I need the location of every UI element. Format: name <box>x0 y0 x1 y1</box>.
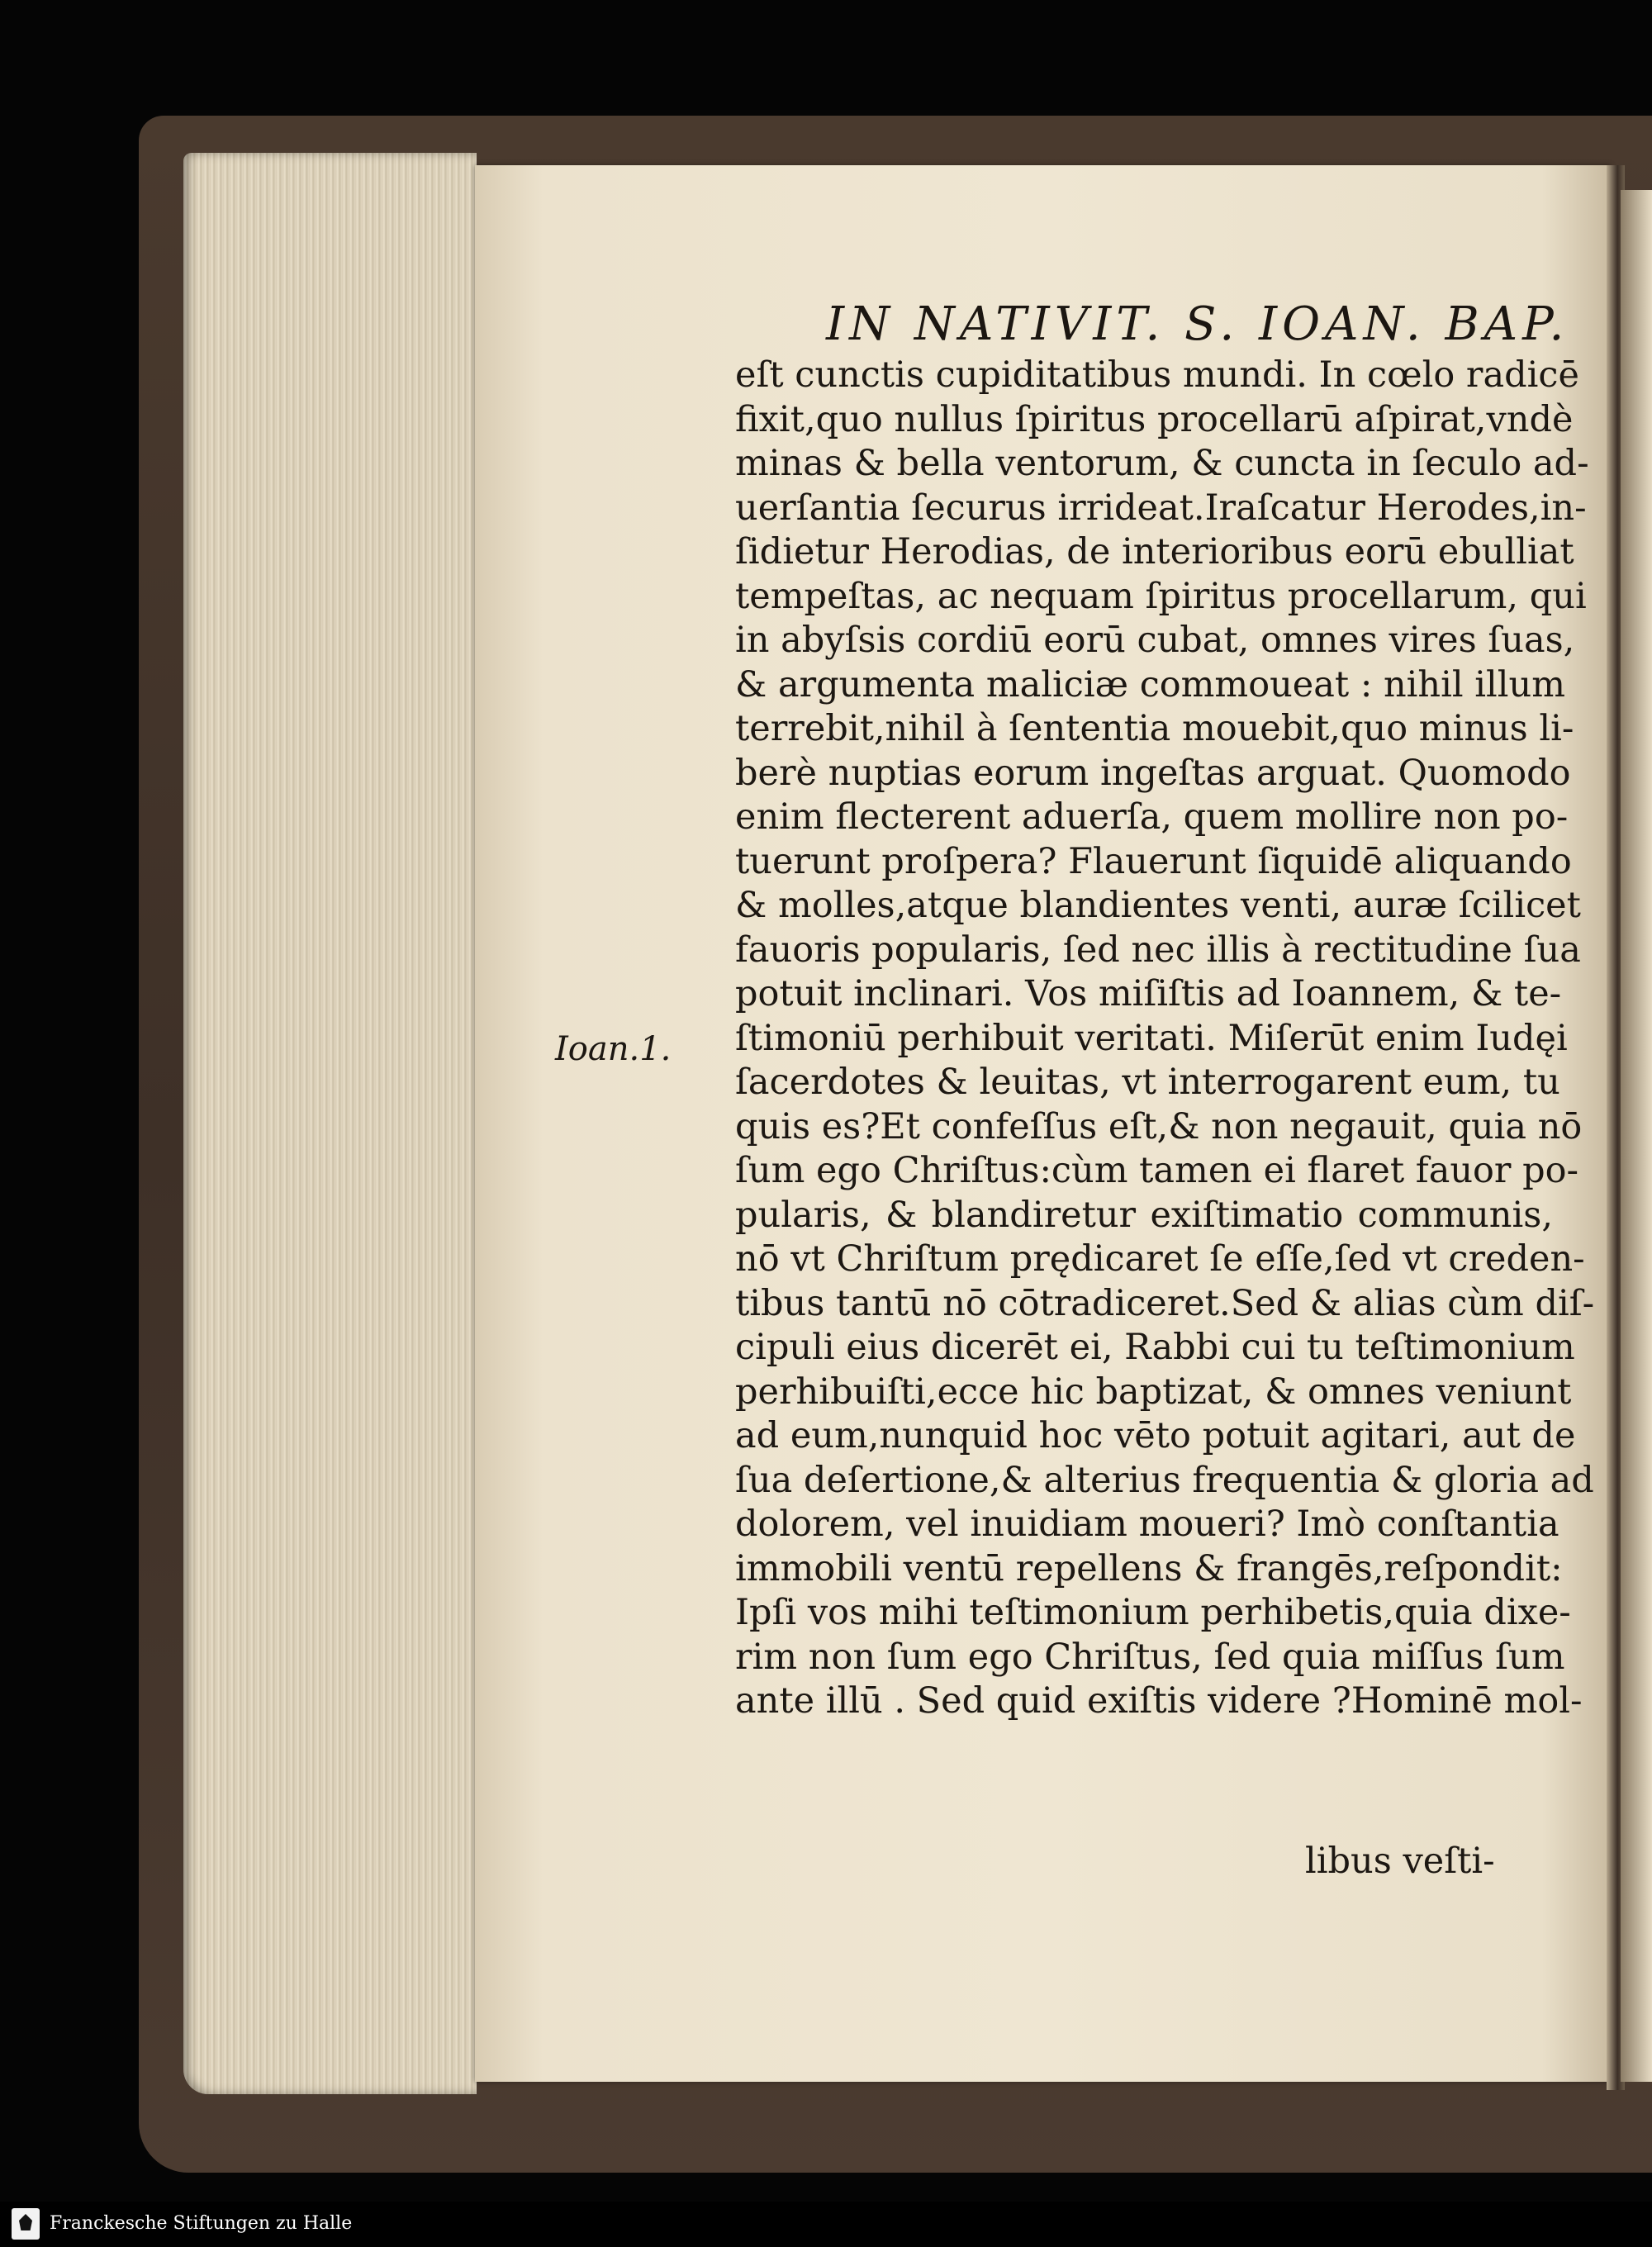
text-line: tempeſtas, ac nequam ſpiritus procellarum, qui <box>735 575 1587 617</box>
text-line: berè nuptias eorum ingeſtas arguat. Quomodo <box>735 752 1571 794</box>
text-line: pularis, & blandiretur exiſtimatio communis, <box>735 1194 1553 1236</box>
institution-logo-icon <box>12 2208 40 2240</box>
text-line: nō vt Chriſtum prędicaret ſe eſſe,ſed vt creden- <box>735 1238 1585 1280</box>
text-line: rim non ſum ego Chriſtus, ſed quia miſſus ſum <box>735 1636 1565 1678</box>
text-line: potuit inclinari. Vos miſiſtis ad Ioannem, & te- <box>735 973 1562 1014</box>
running-header: IN NATIVIT. S. IOAN. BAP. <box>826 297 1569 351</box>
facing-page-edge <box>1621 190 1652 2082</box>
text-line: cipuli eius dicerēt ei, Rabbi cui tu teſtimonium <box>735 1327 1575 1368</box>
text-line: eſt cunctis cupiditatibus mundi. In cœlo radicē <box>735 354 1579 396</box>
text-line: tuerunt proſpera? Flauerunt ſiquidē aliquando <box>735 840 1572 882</box>
page-stack-edge <box>183 153 477 2094</box>
margin-note: Ioan.1. <box>555 1030 672 1068</box>
text-line: quis es?Et confeſſus eſt,& non negauit, quia nō <box>735 1105 1583 1147</box>
catchword: libus veſti- <box>1305 1841 1495 1882</box>
text-line: Ipſi vos mihi teſtimonium perhibetis,quia dixe- <box>735 1592 1571 1633</box>
text-line: fixit,quo nullus ſpiritus procellarū aſpirat,vndè <box>735 398 1574 440</box>
text-line: ſtimoniū perhibuit veritati. Miſerūt enim Iudęi <box>735 1017 1568 1059</box>
text-line: ad eum,nunquid hoc vēto potuit agitari, aut de <box>735 1415 1576 1456</box>
text-line: tibus tantū nō cōtradiceret.Sed & alias cùm diſ- <box>735 1282 1595 1324</box>
text-line: enim flecterent aduerſa, quem mollire non po- <box>735 796 1569 838</box>
text-line: dolorem, vel inuidiam moueri? Imò conſtantia <box>735 1504 1559 1545</box>
footer-institution: Franckesche Stiftungen zu Halle <box>50 2213 353 2234</box>
text-line: perhibuiſti,ecce hic baptizat, & omnes veniunt <box>735 1371 1572 1413</box>
text-line: ſum ego Chriſtus:cùm tamen ei flaret fauor po- <box>735 1150 1579 1191</box>
body-text <box>735 354 1595 1724</box>
text-line: fauoris popularis, ſed nec illis à rectitudine ſua <box>735 929 1581 971</box>
text-line: in abyſsis cordiū eorū cubat, omnes vires ſuas, <box>735 620 1575 661</box>
text-line: & argumenta maliciæ commoueat : nihil illum <box>735 663 1566 705</box>
footer-bar <box>0 2202 1652 2247</box>
text-line: minas & bella ventorum, & cuncta in ſeculo ad- <box>735 443 1589 484</box>
text-line: ſidietur Herodias, de interioribus eorū ebulliat <box>735 531 1574 572</box>
text-line: ſacerdotes & leuitas, vt interrogarent eum, tu <box>735 1062 1560 1103</box>
text-line: ante illū . Sed quid exiſtis videre ?Hominē mol- <box>735 1680 1583 1722</box>
text-line: uerſantia ſecurus irrideat.Iraſcatur Herodes,in- <box>735 487 1587 529</box>
text-line: terrebit,nihil à ſententia mouebit,quo minus li- <box>735 708 1574 749</box>
text-line: & molles,atque blandientes venti, auræ ſcilicet <box>735 885 1581 926</box>
text-line: immobili ventū repellens & frangēs,reſpondit: <box>735 1547 1563 1589</box>
text-line: ſua deſertione,& alterius frequentia & gloria ad <box>735 1459 1594 1501</box>
